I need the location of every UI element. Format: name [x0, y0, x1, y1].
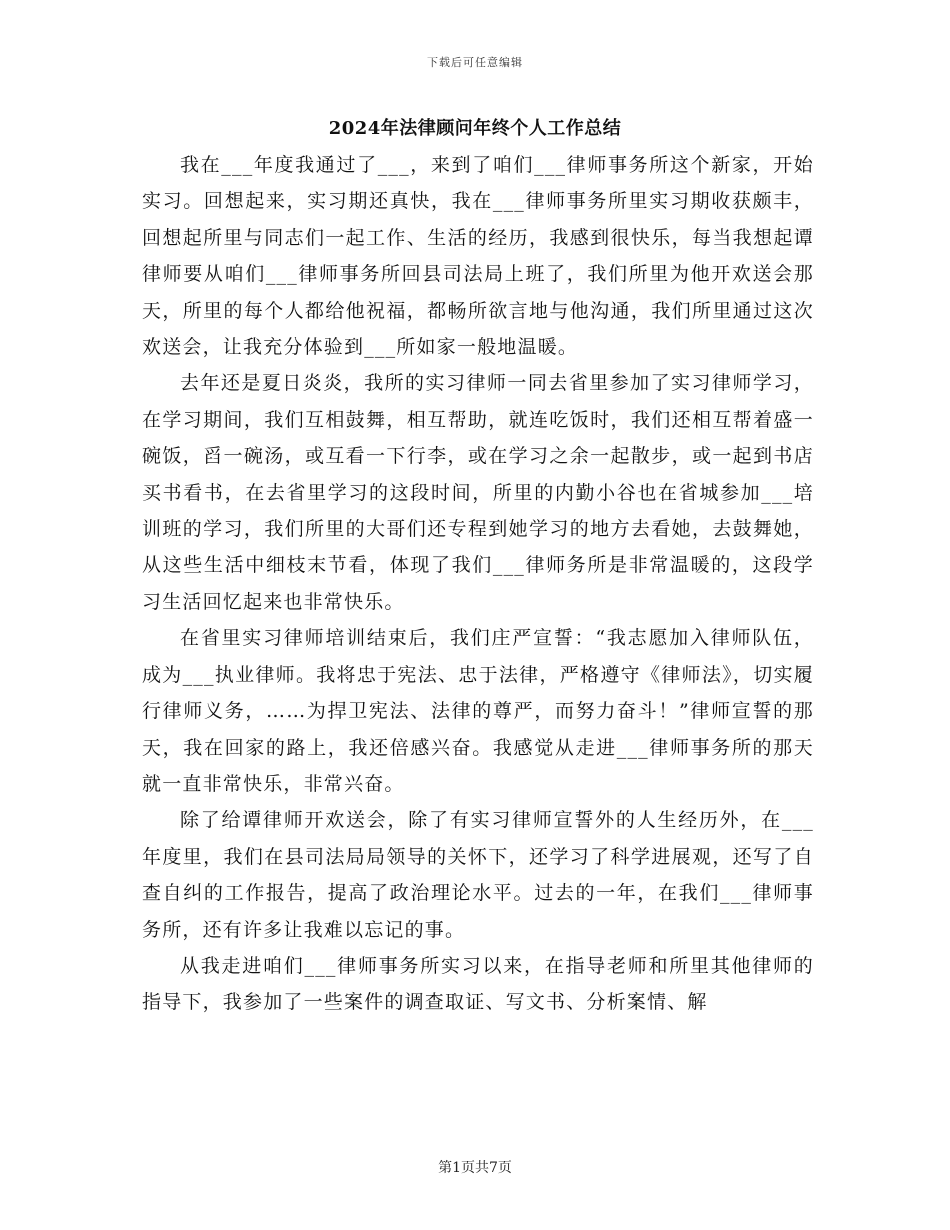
paragraph-3: 在省里实习律师培训结束后，我们庄严宣誓：“我志愿加入律师队伍，成为___执业律师。我将忠于宪法、忠于法律，严格遵守《律师法》，切实履行律师义务，……为捍卫宪法、法律的尊严，而努力奋斗！”律师宣誓的那天，我在回家的路上，我还倍感兴奋。我感觉从走进___律师事务所的那天就一直非常快乐，非常兴奋。: [142, 627, 814, 795]
document-title: 2024年法律顾问年终个人工作总结: [328, 118, 622, 139]
page-header-note: 下载后可任意编辑: [427, 56, 523, 69]
paragraph-2: 去年还是夏日炎炎，我所的实习律师一同去省里参加了实习律师学习，在学习期间，我们互相鼓舞，相互帮助，就连吃饭时，我们还相互帮着盛一碗饭，舀一碗汤，或互看一下行李，或在学习之余一起散步，或一起到书店买书看书，在去省里学习的这段时间，所里的内勤小谷也在省城参加___培训班的学习，我们所里的大哥们还专程到她学习的地方去看她，去鼓舞她，从这些生活中细枝末节看，体现了我们___律师务所是非常温暖的，这段学习生活回忆起来也非常快乐。: [142, 372, 814, 613]
paragraph-1: 我在___年度我通过了___，来到了咱们___律师事务所这个新家，开始实习。回想起来，实习期还真快，我在___律师事务所里实习期收获颇丰，回想起所里与同志们一起工作、生活的经历，我感到很快乐，每当我想起谭律师要从咱们___律师事务所回县司法局上班了，我们所里为他开欢送会那天，所里的每个人都给他祝福，都畅所欲言地与他沟通，我们所里通过这次欢送会，让我充分体验到___所如家一般地温暖。: [142, 154, 814, 359]
paragraph-4: 除了给谭律师开欢送会，除了有实习律师宣誓外的人生经历外，在___年度里，我们在县司法局局领导的关怀下，还学习了科学进展观，还写了自查自纠的工作报告，提高了政治理论水平。过去的一年，在我们___律师事务所，还有许多让我难以忘记的事。: [142, 809, 814, 941]
paragraph-5: 从我走进咱们___律师事务所实习以来，在指导老师和所里其他律师的指导下，我参加了一些案件的调查取证、写文书、分析案情、解: [142, 954, 814, 1014]
page-number: 第1页共7页: [438, 1160, 512, 1176]
document-body: [142, 147, 814, 1021]
